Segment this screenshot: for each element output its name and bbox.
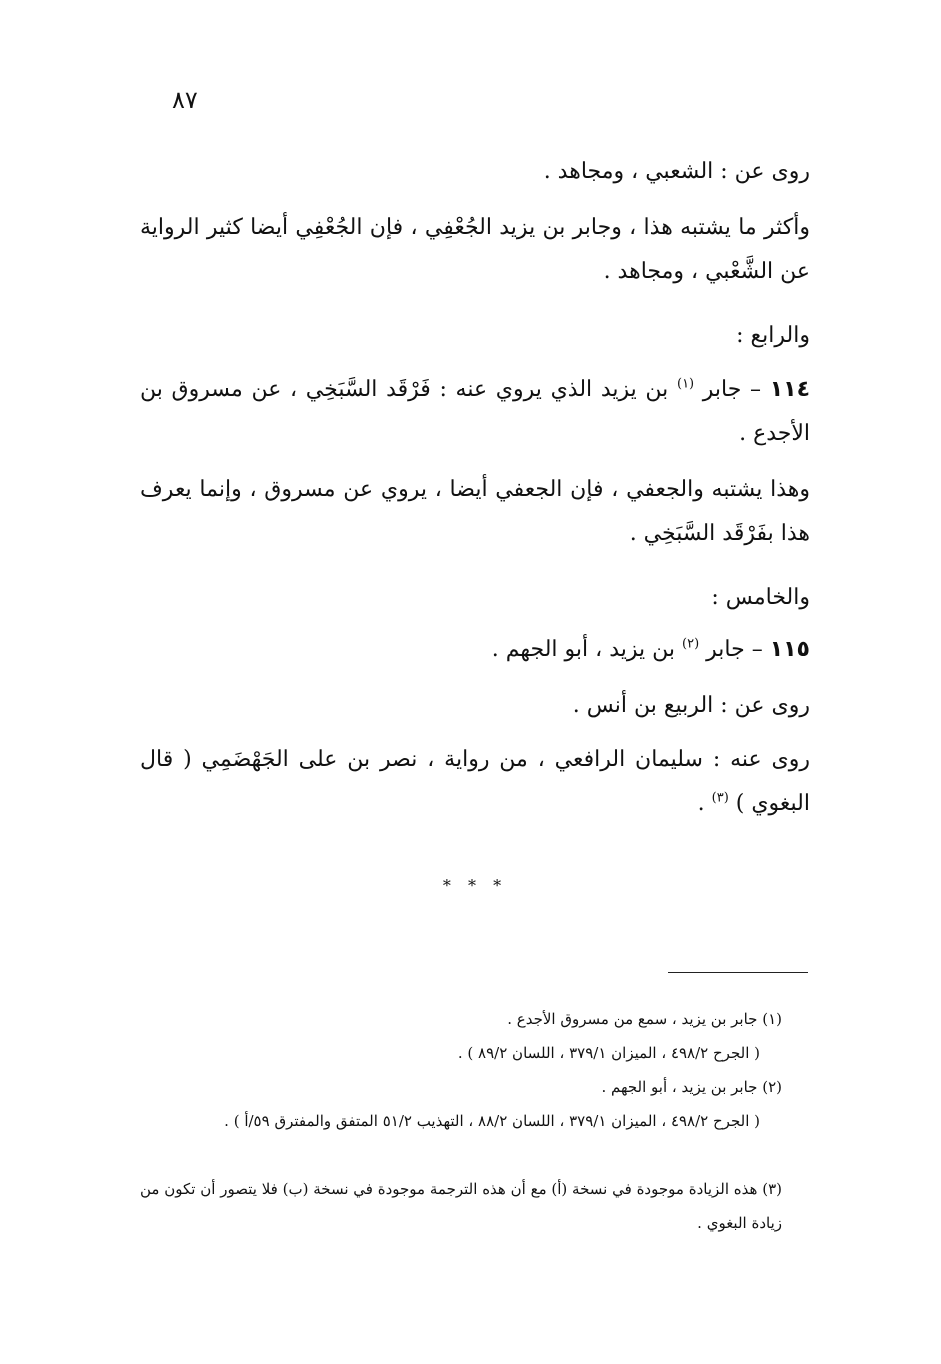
entry-text-a: – جابر [694,377,770,402]
paragraph-narrated-from-rabi: روى عن : الربيع بن أنس . [572,693,810,718]
footnote-1-sources: ( الجرح ٤٩٨/٢ ، الميزان ٣٧٩/١ ، اللسان ٨٩/٢ ) . [457,1044,760,1062]
entry-114 [140,368,810,456]
paragraph-text-b: . [697,791,712,816]
footnote-2: (٢) جابر بن يزيد ، أبو الجهم . [601,1078,782,1096]
footnote-ref-2: (٢) [682,636,700,652]
footnote-1: (١) جابر بن يزيد ، سمع من مسروق الأجدع . [507,1010,782,1028]
entry-text-b: بن يزيد ، أبو الجهم . [491,637,683,662]
entry-number: ١١٥ [769,637,810,662]
footnote-ref-1: (١) [676,376,695,392]
paragraph-confusion-farqad: وهذا يشتبه والجعفي ، فإن الجعفي أيضا ، يروي عن مسروق ، وإنما يعرف هذا بفَرْقَد السَّبَخِي . [140,477,810,546]
footnote-ref-3: (٣) [711,790,729,806]
footnote-2-sources: ( الجرح ٤٩٨/٢ ، الميزان ٣٧٩/١ ، اللسان ٨٨/٢ ، التهذيب ٥١/٢ المتفق والمفترق ٥٩/أ ) . [224,1112,760,1130]
paragraph-confusion-jufi: وأكثر ما يشتبه هذا ، وجابر بن يزيد الجُعْفِي ، فإن الجُعْفِي أيضا كثير الرواية عن الشَّعْبي ، ومجاهد . [140,215,810,284]
paragraph-text-a: روى عنه : سليمان الرافعي ، من رواية ، نصر بن على الجَهْضَمِي ( قال البغوي ) [140,747,810,816]
paragraph-narrated-by [140,738,810,826]
heading-fifth: والخامس : [711,585,810,610]
entry-115 [140,628,810,672]
entry-text-a: – جابر [699,637,770,662]
paragraph-narrated-from: روى عن : الشعبي ، ومجاهد . [543,159,810,184]
footnote-3: (٣) هذه الزيادة موجودة في نسخة (أ) مع أن هذه الترجمة موجودة في نسخة (ب) فلا يتصور أن تكون من زيادة البغوي . [140,1180,782,1232]
entry-number: ١١٤ [769,377,811,402]
heading-fourth: والرابع : [736,323,810,348]
page-number: ٨٧ [172,86,198,114]
section-separator: * * * [442,876,508,895]
entry-text-b: بن يزيد الذي يروي عنه : فَرْقَد السَّبَخِي ، عن مسروق بن الأجدع . [140,377,810,446]
footnote-rule [668,972,808,973]
